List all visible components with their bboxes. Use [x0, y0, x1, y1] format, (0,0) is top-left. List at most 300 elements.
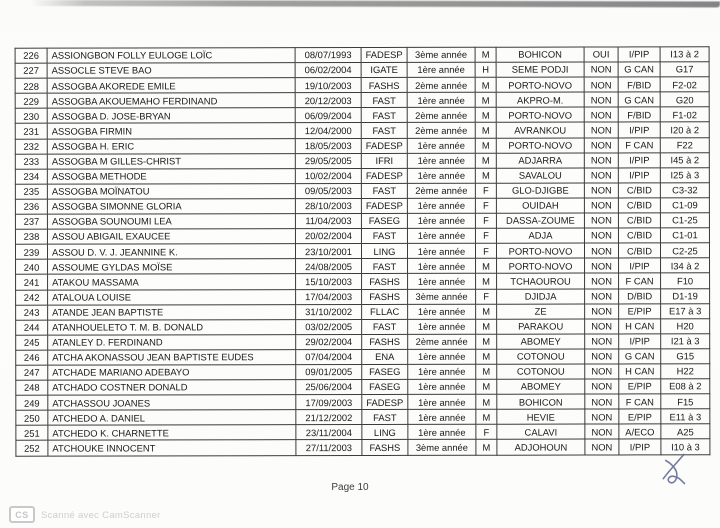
table-row — [15, 198, 709, 215]
cell-school: FAST — [362, 410, 408, 425]
cell-locality: BOHICON — [496, 47, 584, 62]
cell-group: C/BID — [618, 213, 660, 228]
cell-sex: F — [476, 289, 497, 304]
cell-name: ATCHADE MARIANO ADEBAYO — [48, 365, 296, 381]
cell-code: F2-02 — [660, 77, 709, 92]
cell-group: D/BID — [619, 288, 661, 303]
table-row — [15, 92, 709, 109]
cell-school: FAST — [361, 93, 407, 108]
cell-number: 227 — [15, 63, 47, 78]
cell-school: FASHS — [362, 334, 408, 349]
cell-flag: NON — [584, 153, 618, 168]
cell-code: H22 — [661, 364, 710, 379]
cell-birthdate: 06/09/2004 — [295, 108, 361, 123]
cell-name: ATCHASSOU JOANES — [48, 395, 296, 411]
cell-birthdate: 12/04/2000 — [295, 123, 361, 138]
cell-school: FASHS — [361, 78, 407, 93]
cell-sex: F — [475, 198, 496, 213]
cell-year: 1ère année — [408, 364, 476, 379]
cell-sex: F — [475, 213, 496, 228]
table-row — [16, 258, 710, 275]
cell-number: 252 — [16, 441, 48, 456]
table-row — [15, 47, 709, 64]
records-tbody — [15, 47, 710, 456]
table-row — [16, 394, 710, 411]
cell-birthdate: 23/10/2001 — [295, 244, 361, 259]
cell-number: 251 — [16, 426, 48, 441]
cell-number: 236 — [15, 199, 47, 214]
cell-locality: OUIDAH — [496, 198, 584, 213]
camscanner-logo-icon: CS — [9, 506, 35, 523]
cell-number: 233 — [15, 154, 47, 169]
cell-number: 240 — [16, 259, 48, 274]
cell-locality: DJIDJA — [497, 289, 585, 304]
cell-school: FAST — [362, 319, 408, 334]
cell-locality: TCHAOUROU — [497, 273, 585, 288]
cell-number: 243 — [16, 305, 48, 320]
cell-group: I/PIP — [618, 168, 660, 183]
cell-year: 3ème année — [408, 289, 476, 304]
cell-group: H CAN — [619, 364, 661, 379]
cell-year: 1ère année — [407, 153, 475, 168]
cell-code: I34 à 2 — [661, 258, 710, 273]
cell-locality: PORTO-NOVO — [496, 243, 584, 258]
cell-group: F CAN — [619, 273, 661, 288]
cell-group: I/PIP — [619, 334, 661, 349]
cell-code: G17 — [660, 62, 709, 77]
table-row — [16, 409, 710, 426]
cell-birthdate: 23/11/2004 — [296, 425, 362, 440]
table-row — [16, 318, 710, 335]
cell-name: ASSOGBA H. ERIC — [47, 138, 295, 154]
cell-flag: NON — [584, 62, 618, 77]
cell-school: FADESP — [361, 47, 407, 62]
cell-year: 1ère année — [408, 274, 476, 289]
cell-locality: SAVALOU — [496, 168, 584, 183]
cell-code: E11 à 3 — [661, 409, 710, 424]
cell-name: ASSOGBA SIMONNE GLORIA — [47, 199, 295, 215]
cell-birthdate: 20/02/2004 — [295, 229, 361, 244]
cell-number: 248 — [16, 380, 48, 395]
cell-group: I/PIP — [618, 122, 660, 137]
cell-name: ATALOUA LOUISE — [48, 289, 296, 305]
cell-sex: M — [476, 440, 497, 455]
table-row — [16, 364, 710, 381]
cell-code: A25 — [661, 424, 710, 439]
cell-sex: M — [475, 93, 496, 108]
cell-year: 1ère année — [407, 93, 475, 108]
cell-sex: M — [476, 319, 497, 334]
cell-group: I/PIP — [619, 439, 661, 454]
cell-sex: M — [476, 379, 497, 394]
cell-code: I13 à 2 — [660, 47, 709, 62]
cell-sex: M — [475, 138, 496, 153]
student-records-table — [15, 46, 711, 456]
cell-sex: M — [475, 47, 496, 62]
table-row — [15, 168, 709, 185]
cell-birthdate: 31/10/2002 — [296, 304, 362, 319]
cell-school: FASHS — [362, 440, 408, 455]
cell-number: 235 — [15, 184, 47, 199]
cell-birthdate: 03/02/2005 — [296, 319, 362, 334]
cell-school: FADESP — [362, 395, 408, 410]
cell-name: ATANDE JEAN BAPTISTE — [48, 304, 296, 320]
cell-school: FASEG — [362, 364, 408, 379]
cell-school: LING — [361, 244, 407, 259]
table-row — [16, 439, 710, 456]
page-number: Page 10 — [331, 482, 369, 493]
cell-birthdate: 24/08/2005 — [296, 259, 362, 274]
cell-number: 247 — [16, 365, 48, 380]
cell-locality: ADJARRA — [496, 153, 584, 168]
cell-name: ASSOU ABIGAIL EXAUCEE — [47, 229, 295, 245]
cell-name: ASSOGBA AKOREDE EMILE — [47, 78, 295, 94]
cell-school: FASEG — [362, 379, 408, 394]
cell-sex: F — [476, 425, 497, 440]
cell-locality: ADJA — [496, 228, 584, 243]
cell-number: 237 — [15, 214, 47, 229]
table-row — [15, 228, 709, 245]
cell-number: 238 — [15, 229, 47, 244]
cell-birthdate: 08/07/1993 — [295, 48, 361, 63]
cell-locality: PORTO-NOVO — [496, 77, 584, 92]
cell-sex: M — [476, 349, 497, 364]
cell-year: 1ère année — [408, 304, 476, 319]
cell-name: ASSOGBA AKOUEMAHO FERDINAND — [47, 93, 295, 109]
cell-code: I25 à 3 — [660, 168, 709, 183]
cell-locality: ADJOHOUN — [497, 439, 585, 454]
cell-flag: NON — [584, 228, 618, 243]
cell-code: F22 — [660, 137, 709, 152]
cell-group: A/ECO — [619, 424, 661, 439]
cell-code: E17 à 3 — [661, 303, 710, 318]
cell-code: G20 — [660, 92, 709, 107]
scan-edge-shadow — [30, 0, 720, 7]
cell-group: G CAN — [618, 62, 660, 77]
cell-group: E/PIP — [619, 379, 661, 394]
table-row — [16, 303, 710, 320]
cell-name: ATCHOUKE INNOCENT — [48, 440, 296, 456]
cell-number: 244 — [16, 320, 48, 335]
cell-group: C/BID — [618, 183, 660, 198]
cell-year: 3ème année — [408, 440, 476, 455]
cell-code: I20 à 2 — [660, 122, 709, 137]
cell-code: C1-25 — [660, 213, 709, 228]
table-row — [15, 243, 709, 260]
cell-number: 245 — [16, 335, 48, 350]
cell-locality: PORTO-NOVO — [497, 258, 585, 273]
cell-group: E/PIP — [619, 409, 661, 424]
cell-flag: NON — [585, 334, 619, 349]
cell-name: ASSOUME GYLDAS MOÏSE — [48, 259, 296, 275]
cell-sex: M — [476, 409, 497, 424]
cell-group: F CAN — [618, 137, 660, 152]
cell-school: FAST — [361, 123, 407, 138]
cell-year: 1ère année — [408, 319, 476, 334]
cell-number: 246 — [16, 350, 48, 365]
cell-number: 249 — [16, 395, 48, 410]
table-row — [15, 213, 709, 230]
table-row — [15, 77, 709, 94]
cell-year: 2ème année — [407, 183, 475, 198]
cell-code: F10 — [661, 273, 710, 288]
cell-group: E/PIP — [619, 303, 661, 318]
cell-year: 2ème année — [408, 334, 476, 349]
cell-number: 232 — [15, 139, 47, 154]
cell-birthdate: 29/02/2004 — [296, 334, 362, 349]
cell-flag: NON — [585, 424, 619, 439]
cell-birthdate: 10/02/2004 — [295, 168, 361, 183]
cell-code: I45 à 2 — [660, 152, 709, 167]
cell-school: FLLAC — [362, 304, 408, 319]
cell-year: 1ère année — [407, 138, 475, 153]
table-row — [16, 379, 710, 396]
cell-flag: NON — [584, 213, 618, 228]
cell-number: 239 — [15, 244, 47, 259]
handwritten-mark-icon — [656, 452, 690, 486]
cell-code: F15 — [661, 394, 710, 409]
cell-locality: COTONOU — [497, 364, 585, 379]
cell-year: 1ère année — [407, 62, 475, 77]
cell-locality: ZE — [497, 304, 585, 319]
cell-locality: PARAKOU — [497, 319, 585, 334]
cell-sex: M — [475, 168, 496, 183]
cell-birthdate: 06/02/2004 — [295, 63, 361, 78]
cell-code: C1-01 — [660, 228, 709, 243]
table-row — [16, 273, 710, 290]
cell-group: G CAN — [619, 349, 661, 364]
cell-number: 250 — [16, 410, 48, 425]
cell-flag: NON — [585, 319, 619, 334]
cell-school: LING — [362, 425, 408, 440]
cell-school: FAST — [362, 259, 408, 274]
cell-school: FASHS — [362, 289, 408, 304]
cell-birthdate: 17/09/2003 — [296, 395, 362, 410]
cell-sex: M — [476, 274, 497, 289]
cell-year: 1ère année — [407, 228, 475, 243]
cell-number: 234 — [15, 169, 47, 184]
cell-school: IGATE — [361, 62, 407, 77]
cell-flag: NON — [585, 349, 619, 364]
cell-flag: NON — [585, 379, 619, 394]
cell-year: 1ère année — [408, 379, 476, 394]
cell-school: IFRI — [361, 153, 407, 168]
cell-number: 231 — [15, 124, 47, 139]
cell-sex: F — [475, 183, 496, 198]
cell-birthdate: 07/04/2004 — [296, 349, 362, 364]
cell-group: F CAN — [619, 394, 661, 409]
cell-name: ATANLEY D. FERDINAND — [48, 334, 296, 350]
cell-locality: ABOMEY — [497, 379, 585, 394]
cell-birthdate: 17/04/2003 — [296, 289, 362, 304]
cell-flag: NON — [584, 77, 618, 92]
table-row — [15, 62, 709, 79]
cell-code: E08 à 2 — [661, 379, 710, 394]
cell-locality: AKPRO-M. — [496, 92, 584, 107]
cell-school: FADESP — [361, 138, 407, 153]
cell-sex: F — [475, 228, 496, 243]
cell-year: 2ème année — [407, 108, 475, 123]
cell-name: ASSOGBA D. JOSE-BRYAN — [47, 108, 295, 124]
cell-school: FASHS — [362, 274, 408, 289]
cell-code: C3-32 — [660, 183, 709, 198]
cell-sex: M — [475, 123, 496, 138]
cell-flag: NON — [585, 439, 619, 454]
cell-locality: AVRANKOU — [496, 123, 584, 138]
cell-group: C/BID — [618, 243, 660, 258]
cell-birthdate: 29/05/2005 — [295, 153, 361, 168]
table-row — [16, 349, 710, 366]
cell-birthdate: 09/01/2005 — [296, 364, 362, 379]
cell-name: ATAKOU MASSAMA — [48, 274, 296, 290]
cell-year: 2ème année — [407, 123, 475, 138]
cell-code: C2-25 — [660, 243, 709, 258]
cell-name: ATCHEDO A. DANIEL — [48, 410, 296, 426]
cell-flag: NON — [584, 138, 618, 153]
cell-flag: NON — [584, 198, 618, 213]
cell-flag: NON — [585, 409, 619, 424]
cell-locality: GLO-DJIGBE — [496, 183, 584, 198]
cell-group: C/BID — [618, 198, 660, 213]
cell-birthdate: 11/04/2003 — [295, 214, 361, 229]
table-row — [15, 137, 709, 154]
cell-sex: M — [475, 77, 496, 92]
cell-flag: NON — [584, 122, 618, 137]
cell-year: 1ère année — [407, 168, 475, 183]
cell-flag: NON — [585, 258, 619, 273]
cell-flag: NON — [585, 273, 619, 288]
cell-birthdate: 19/10/2003 — [295, 78, 361, 93]
cell-flag: NON — [584, 243, 618, 258]
cell-number: 228 — [15, 78, 47, 93]
cell-code: H20 — [661, 318, 710, 333]
cell-sex: M — [476, 304, 497, 319]
cell-name: ASSIONGBON FOLLY EULOGE LOÏC — [47, 48, 295, 64]
table-row — [16, 424, 710, 441]
cell-group: G CAN — [618, 92, 660, 107]
cell-year: 1ère année — [408, 394, 476, 409]
cell-birthdate: 25/06/2004 — [296, 380, 362, 395]
cell-school: FADESP — [361, 198, 407, 213]
cell-birthdate: 27/11/2003 — [296, 440, 362, 455]
cell-flag: NON — [584, 107, 618, 122]
cell-code: I10 à 3 — [661, 439, 710, 454]
cell-sex: M — [475, 153, 496, 168]
cell-year: 3ème année — [407, 47, 475, 62]
cell-birthdate: 28/10/2003 — [295, 198, 361, 213]
cell-number: 229 — [15, 93, 47, 108]
cell-flag: NON — [585, 394, 619, 409]
cell-number: 241 — [16, 275, 48, 290]
cell-group: F/BID — [618, 77, 660, 92]
cell-sex: M — [476, 364, 497, 379]
cell-name: ASSOGBA FIRMIN — [47, 123, 295, 139]
cell-locality: COTONOU — [497, 349, 585, 364]
cell-locality: HEVIE — [497, 409, 585, 424]
cell-year: 1ère année — [408, 410, 476, 425]
cell-locality: DASSA-ZOUME — [496, 213, 584, 228]
cell-name: ASSOGBA METHODE — [47, 168, 295, 184]
table-row — [15, 122, 709, 139]
cell-year: 1ère année — [407, 243, 475, 258]
cell-name: ASSOGBA M GILLES-CHRIST — [47, 153, 295, 169]
cell-name: ATANHOUELETO T. M. B. DONALD — [48, 319, 296, 335]
cell-locality: CALAVI — [497, 424, 585, 439]
cell-name: ATCHA AKONASSOU JEAN BAPTISTE EUDES — [48, 350, 296, 366]
cell-name: ATCHADO COSTNER DONALD — [48, 380, 296, 396]
cell-locality: SEME PODJI — [496, 62, 584, 77]
cell-group: F/BID — [618, 107, 660, 122]
cell-birthdate: 20/12/2003 — [295, 93, 361, 108]
cell-year: 1ère année — [408, 425, 476, 440]
table-row — [15, 152, 709, 169]
cell-locality: PORTO-NOVO — [496, 138, 584, 153]
cell-birthdate: 09/05/2003 — [295, 183, 361, 198]
cell-flag: NON — [584, 183, 618, 198]
cell-locality: PORTO-NOVO — [496, 107, 584, 122]
cell-birthdate: 18/05/2003 — [295, 138, 361, 153]
cell-year: 2ème année — [407, 77, 475, 92]
cell-sex: M — [476, 334, 497, 349]
table-row — [15, 183, 709, 200]
cell-name: ASSOU D. V. J. JEANNINE K. — [47, 244, 295, 260]
cell-code: F1-02 — [660, 107, 709, 122]
table-row — [16, 288, 710, 305]
cell-year: 1ère année — [408, 349, 476, 364]
table-row — [16, 334, 710, 351]
cell-flag: NON — [584, 92, 618, 107]
cell-year: 1ère année — [407, 198, 475, 213]
cell-number: 226 — [15, 48, 47, 63]
cell-birthdate: 15/10/2003 — [296, 274, 362, 289]
cell-flag: NON — [584, 168, 618, 183]
cell-locality: BOHICON — [497, 394, 585, 409]
cell-sex: M — [476, 394, 497, 409]
cell-number: 242 — [16, 290, 48, 305]
cell-sex: M — [475, 108, 496, 123]
cell-flag: OUI — [584, 47, 618, 62]
cell-school: FAST — [361, 183, 407, 198]
cell-code: I21 à 3 — [661, 334, 710, 349]
cell-name: ASSOCLE STEVE BAO — [47, 63, 295, 79]
cell-number: 230 — [15, 109, 47, 124]
cell-school: ENA — [362, 349, 408, 364]
cell-year: 1ère année — [408, 259, 476, 274]
cell-school: FAST — [361, 229, 407, 244]
cell-sex: H — [475, 62, 496, 77]
cell-birthdate: 21/12/2002 — [296, 410, 362, 425]
cell-group: I/PIP — [618, 47, 660, 62]
cell-school: FASEG — [361, 213, 407, 228]
cell-sex: M — [476, 259, 497, 274]
cell-code: C1-09 — [660, 198, 709, 213]
cell-name: ASSOGBA MOÏNATOU — [47, 183, 295, 199]
cell-group: I/PIP — [618, 153, 660, 168]
cell-name: ASSOGBA SOUNOUMI LEA — [47, 214, 295, 230]
cell-school: FADESP — [361, 168, 407, 183]
cell-name: ATCHEDO K. CHARNETTE — [48, 425, 296, 441]
cell-locality: ABOMEY — [497, 334, 585, 349]
cell-group: I/PIP — [619, 258, 661, 273]
cell-code: D1-19 — [661, 288, 710, 303]
cell-code: G15 — [661, 349, 710, 364]
camscanner-watermark-text: Scanné avec CamScanner — [41, 510, 161, 521]
cell-group: C/BID — [618, 228, 660, 243]
cell-flag: NON — [585, 364, 619, 379]
cell-year: 1ère année — [407, 213, 475, 228]
cell-flag: NON — [585, 304, 619, 319]
cell-school: FAST — [361, 108, 407, 123]
